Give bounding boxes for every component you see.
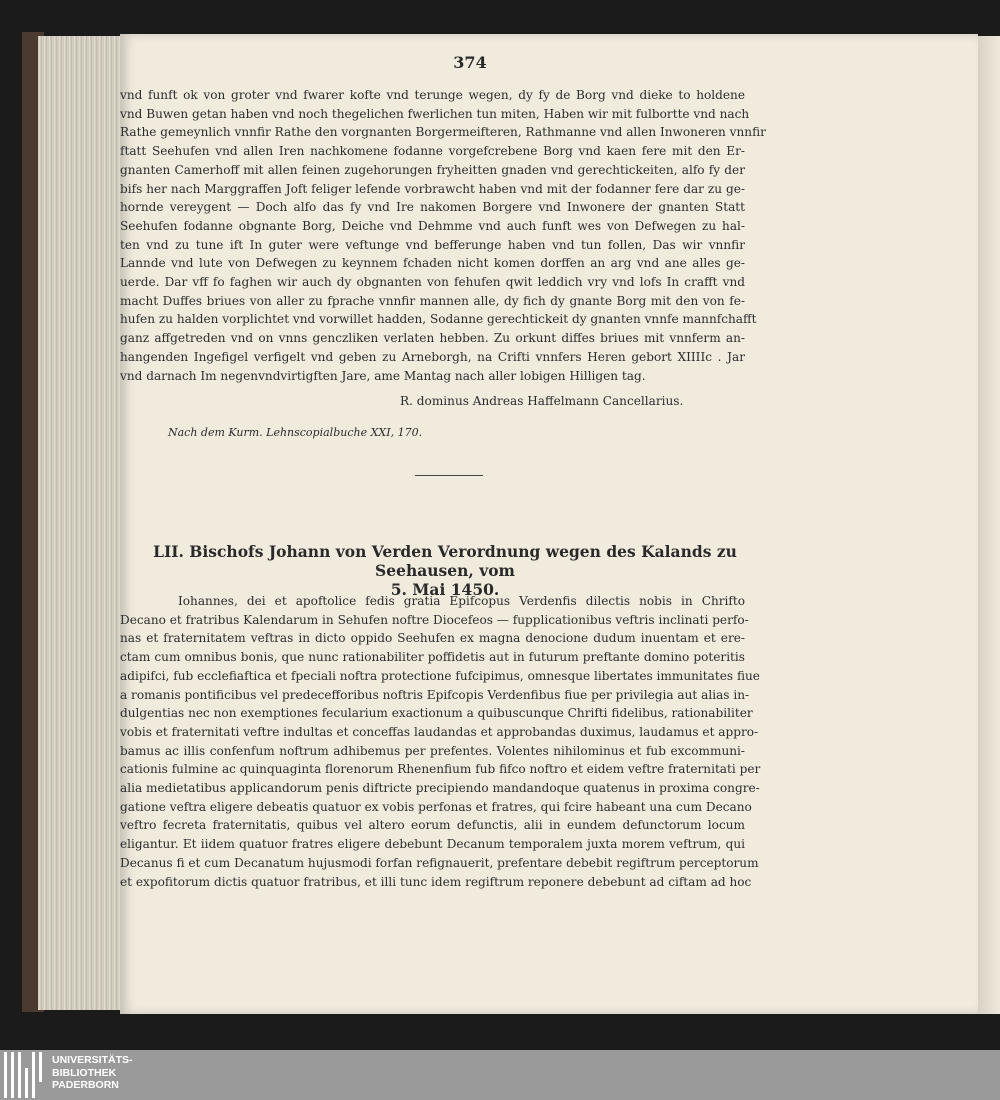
- text-line: Decano et fratribus Kalendarum in Sehufen noftre Diocefeos — fupplicationibus veftris inclinati perfo-: [120, 612, 749, 627]
- decree-text-paragraph: [120, 592, 761, 891]
- library-logo-icon: [2, 1052, 48, 1098]
- signature-line: R. dominus Andreas Haffelmann Cancellarius.: [400, 394, 684, 408]
- text-line: nas et fraternitatem veftras in dicto oppido Seehufen ex magna denocione dudum inuentam et ere-: [120, 631, 745, 646]
- text-line: Seehufen fodanne obgnante Borg, Deiche vnd Dehmme vnd auch funft wes von Defwegen zu hal-: [120, 218, 745, 233]
- text-line: vnd funft ok von groter vnd fwarer kofte vnd terunge wegen, dy fy de Borg vnd dieke to holdene: [120, 88, 745, 102]
- text-line: gatione veftra eligere debeatis quatuor ex vobis perfonas et fratres, qui fcire habeant una cum Decano: [120, 799, 752, 814]
- text-line: ten vnd zu tune ift In guter were veftunge vnd befferunge haben vnd tun follen, Das wir vnnfir: [120, 237, 745, 252]
- section-heading: [140, 542, 750, 599]
- text-line: macht Duffes briues von aller zu fprache vnnfir mannen alle, dy fich dy gnante Borg mit den von fe-: [120, 293, 745, 308]
- text-line: eligantur. Et iidem quatuor fratres eligere debebunt Decanum temporalem juxta morem veftrum, qui: [120, 837, 745, 852]
- text-line: ctam cum omnibus bonis, que nunc rationabiliter poffidetis aut in futurum preftante domino poteritis: [120, 650, 745, 665]
- page-number: 374: [453, 53, 487, 72]
- charter-text-paragraph: [120, 86, 766, 385]
- text-line: veftro fecreta fraternitatis, quibus vel altero eorum defunctis, alii in eundem defunctorum locum: [120, 818, 745, 833]
- text-line: vnd darnach Im negenvndvirtigften Jare, ame Mantag nach aller lobigen Hilligen tag.: [120, 368, 646, 383]
- text-line: Iohannes, dei et apoftolice fedis gratia Epifcopus Verdenfis dilectis nobis in Chrifto: [178, 594, 745, 608]
- text-line: Lannde vnd lute von Defwegen zu keynnem fchaden nicht komen dorffen an arg vnd ane alles ge-: [120, 256, 745, 271]
- source-note: Nach dem Kurm. Lehnscopialbuche XXI, 170.: [168, 426, 423, 439]
- text-line: ganz affgetreden vnd on vnns genczliken verlaten hebben. Zu orkunt diffes briues mit vnnferm an-: [120, 331, 745, 346]
- text-line: cationis fulmine ac quinquaginta florenorum Rhenenfium fub fifco noftro et eidem veftre fraternitati per: [120, 762, 761, 777]
- text-line: hufen zu halden vorplichtet vnd vorwillet hadden, Sodanne gerechtickeit dy gnanten vnnfe mannfchafft: [120, 312, 757, 327]
- text-line: ftatt Seehufen vnd allen Iren nachkomene fodanne vorgefcrebene Borg vnd kaen fere mit den Er-: [120, 144, 745, 159]
- text-line: et expofitorum dictis quatuor fratribus, et illi tunc idem regiftrum reponere debebunt ad ciftam ad hoc: [120, 874, 752, 889]
- library-name-line-1: UNIVERSITÄTS-: [52, 1054, 133, 1066]
- text-line: vobis et fraternitati veftre indultas et conceffas laudandas et approbandas duximus, laudamus et appro-: [120, 724, 759, 739]
- text-line: adipifci, fub ecclefiaftica et fpeciali noftra protectione fufcipimus, omnesque libertates immunitates fiue: [120, 668, 760, 683]
- library-footer-bar: [0, 1050, 1000, 1100]
- heading-line-1: LII. Bischofs Johann von Verden Verordnung wegen des Kalands zu Seehausen, vom: [153, 542, 737, 580]
- text-line: alia medietatibus applicandorum penis diftricte precipiendo mandandoque quatenus in proxima congre-: [120, 781, 760, 796]
- text-line: a romanis pontificibus vel predecefforibus noftris Epifcopis Verdenfibus fiue per privilegia aut alias in-: [120, 687, 750, 702]
- library-name: [52, 1054, 133, 1092]
- page-stack-edge: [38, 36, 124, 1010]
- text-line: hangenden Ingefigel verfigelt vnd geben zu Arneborgh, na Crifti vnnfers Heren gebort XIIIIc . Jar: [120, 349, 745, 364]
- text-line: gnanten Camerhoff mit allen feinen zugehorungen fryheitten gnaden vnd gerechtickeiten, alfo fy der: [120, 162, 745, 177]
- right-page-edge: [978, 36, 1000, 1014]
- text-line: bifs her nach Marggraffen Joft feliger lefende vorbrawcht haben vnd mit der fodanner fere dar zu ge-: [120, 181, 745, 196]
- text-line: Rathe gemeynlich vnnfir Rathe den vorgnanten Borgermeifteren, Rathmanne vnd allen Inwoneren vnnfir: [120, 125, 766, 140]
- library-name-line-2: BIBLIOTHEK: [52, 1066, 117, 1079]
- heading-line-2: 5. Mai 1450.: [390, 580, 500, 599]
- text-line: uerde. Dar vff fo faghen wir auch dy obgnanten von fehufen qwit leddich vry vnd lofs In crafft vnd: [120, 275, 745, 290]
- text-line: vnd Buwen getan haben vnd noch thegelichen fwerlichen tun miten, Haben wir mit fulbortte vnd nach: [120, 106, 750, 121]
- text-line: bamus ac illis confenfum noftrum adhibemus per prefentes. Volentes nihilominus et fub excommuni-: [120, 743, 745, 758]
- text-line: Decanus fi et cum Decanatum hujusmodi forfan refignauerit, prefentare debebit regiftrum perceptorum: [120, 855, 759, 870]
- section-divider: [415, 475, 483, 476]
- library-name-line-3: PADERBORN: [52, 1079, 119, 1091]
- text-line: dulgentias nec non exemptiones fecularium exactionum a quibuscunque Chrifti fidelibus, rationabiliter: [120, 706, 753, 721]
- text-line: hornde vereygent — Doch alfo das fy vnd Ire nakomen Borgere vnd Inwonere der gnanten Statt: [120, 200, 745, 215]
